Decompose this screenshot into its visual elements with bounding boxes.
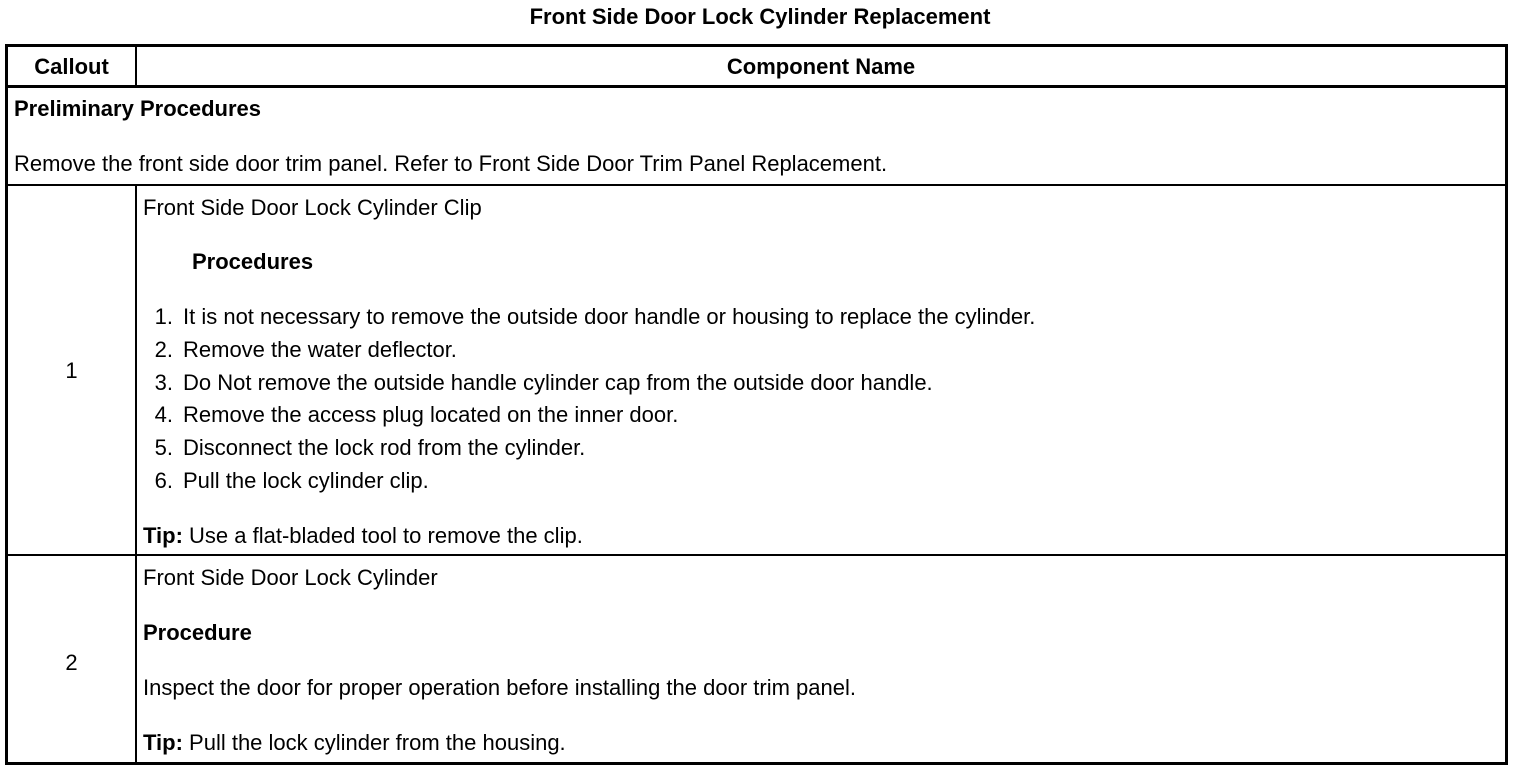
row-divider bbox=[8, 554, 1505, 556]
component-name-2: Front Side Door Lock Cylinder bbox=[143, 565, 438, 590]
preliminary-text: Remove the front side door trim panel. Refer to Front Side Door Trim Panel Replacement. bbox=[14, 151, 888, 176]
header-divider bbox=[8, 85, 1505, 88]
procedure-heading: Procedure bbox=[143, 620, 252, 645]
procedures-heading: Procedures bbox=[192, 249, 314, 274]
callout-2: 2 bbox=[65, 650, 78, 675]
column-divider bbox=[135, 184, 137, 762]
header-component-name: Component Name bbox=[726, 54, 916, 79]
step-item: 4. Remove the access plug located on the inner door. bbox=[154, 402, 679, 427]
header-callout: Callout bbox=[34, 54, 109, 79]
page-title: Front Side Door Lock Cylinder Replacement bbox=[529, 4, 991, 29]
step-item: 6. Pull the lock cylinder clip. bbox=[154, 468, 429, 493]
procedure-text: Inspect the door for proper operation before installing the door trim panel. bbox=[143, 675, 856, 700]
step-item: 3. Do Not remove the outside handle cylinder cap from the outside door handle. bbox=[154, 370, 933, 395]
step-item: 5. Disconnect the lock rod from the cylinder. bbox=[154, 435, 586, 460]
step-item: 2. Remove the water deflector. bbox=[154, 337, 457, 362]
tip-2: Tip: Pull the lock cylinder from the housing. bbox=[143, 730, 566, 755]
tip-1: Tip: Use a flat-bladed tool to remove the clip. bbox=[143, 523, 583, 548]
callout-1: 1 bbox=[65, 358, 78, 383]
procedure-table bbox=[5, 44, 1508, 765]
preliminary-heading: Preliminary Procedures bbox=[14, 96, 262, 121]
row-divider bbox=[8, 184, 1505, 186]
step-item: 1. It is not necessary to remove the outside door handle or housing to replace the cylinder. bbox=[154, 304, 1036, 329]
component-name-1: Front Side Door Lock Cylinder Clip bbox=[143, 195, 482, 220]
